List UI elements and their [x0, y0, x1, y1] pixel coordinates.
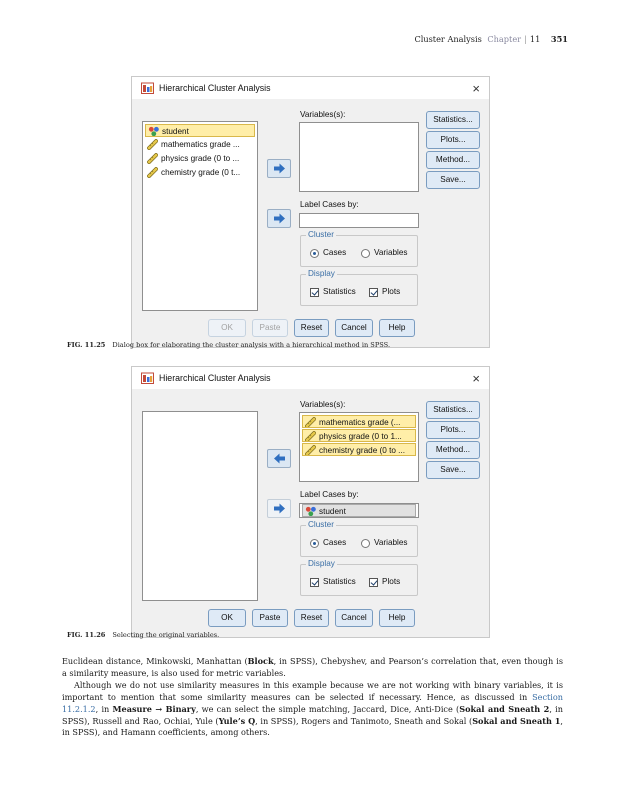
statistics-checkbox[interactable] [310, 288, 319, 297]
move-variables-button[interactable] [267, 449, 291, 468]
method-button[interactable]: Method... [426, 441, 480, 459]
source-variable-item[interactable] [145, 138, 255, 151]
display-group [300, 559, 418, 596]
paste-button[interactable]: Paste [252, 609, 288, 627]
spss-app-icon [141, 82, 154, 95]
statistics-button[interactable]: Statistics... [426, 401, 480, 419]
variables-list[interactable] [299, 412, 419, 482]
display-legend: Display [308, 269, 335, 278]
body-text [62, 656, 563, 739]
label-cases-field[interactable] [299, 213, 419, 228]
statistics-checkbox[interactable] [310, 578, 319, 587]
cases-radio[interactable] [310, 249, 319, 258]
variable-label: mathematics grade (... [319, 418, 401, 427]
selected-variable-item[interactable] [302, 429, 416, 442]
label-cases-field[interactable] [299, 503, 419, 518]
close-icon[interactable]: × [472, 81, 480, 96]
cancel-button[interactable]: Cancel [335, 609, 373, 627]
plots-check-label: Plots [382, 287, 401, 296]
statistics-button[interactable]: Statistics... [426, 111, 480, 129]
dialog-title: Hierarchical Cluster Analysis [159, 83, 271, 93]
save-button[interactable]: Save... [426, 461, 480, 479]
variable-label: chemistry grade (0 t... [161, 168, 241, 177]
cluster-group [300, 520, 418, 557]
variable-label: chemistry grade (0 to ... [319, 446, 406, 455]
ok-button[interactable]: OK [208, 609, 246, 627]
statistics-check-label: Statistics [323, 577, 356, 586]
cases-radio[interactable] [310, 539, 319, 548]
paragraph-1: Euclidean distance, Minkowski, Manhattan (Block, in SPSS), Chebyshev, and Pearson’s correlation that, even though is a similarity measure, is also used for metric variables. [62, 656, 563, 678]
reset-button[interactable]: Reset [294, 609, 329, 627]
caption-text: Selecting the original variables. [112, 631, 220, 639]
display-group [300, 269, 418, 306]
reset-button[interactable]: Reset [294, 319, 329, 337]
source-variable-list[interactable] [142, 411, 258, 601]
section-link[interactable]: Section 11.2.1.2 [62, 691, 563, 714]
caption-text: Dialog box for elaborating the cluster analysis with a hierarchical method in SPSS. [112, 341, 391, 349]
dialog-figure-11-26 [131, 366, 490, 638]
variables-list[interactable] [299, 122, 419, 192]
cluster-legend: Cluster [308, 520, 334, 529]
variables-radio[interactable] [361, 249, 370, 258]
variable-label: physics grade (0 to 1... [319, 432, 402, 441]
help-button[interactable]: Help [379, 609, 415, 627]
running-head: Cluster Analysis Chapter | 11 351 [414, 34, 568, 44]
variable-label: student [319, 507, 346, 516]
label-cases-label: Label Cases by: [300, 490, 359, 499]
label-cases-label: Label Cases by: [300, 200, 359, 209]
cases-radio-label: Cases [323, 538, 347, 547]
help-button[interactable]: Help [379, 319, 415, 337]
page-number: 351 [550, 34, 568, 44]
caption-number: FIG. 11.25 [67, 341, 106, 349]
running-head-title: Cluster Analysis [414, 34, 482, 44]
source-variable-list[interactable] [142, 121, 258, 311]
dialog-figure-11-25 [131, 76, 490, 348]
plots-checkbox[interactable] [369, 288, 378, 297]
cluster-legend: Cluster [308, 230, 334, 239]
variables-radio-label: Variables [374, 538, 408, 547]
source-variable-item[interactable] [145, 124, 255, 137]
dialog-titlebar [132, 367, 489, 389]
caption-number: FIG. 11.26 [67, 631, 106, 639]
ok-button[interactable]: OK [208, 319, 246, 337]
running-head-chapter-number: 11 [529, 34, 541, 44]
figure-caption-11-26 [67, 631, 219, 639]
label-case-item[interactable] [302, 504, 416, 517]
plots-check-label: Plots [382, 577, 401, 586]
running-head-chapter: Chapter [487, 34, 522, 44]
selected-variable-item[interactable] [302, 443, 416, 456]
move-variables-button[interactable] [267, 159, 291, 178]
source-variable-item[interactable] [145, 166, 255, 179]
variables-radio[interactable] [361, 539, 370, 548]
figure-caption-11-25 [67, 341, 390, 349]
plots-button[interactable]: Plots... [426, 421, 480, 439]
plots-button[interactable]: Plots... [426, 131, 480, 149]
variable-label: student [162, 127, 189, 136]
paragraph-2: Although we do not use similarity measures in this example because we are not working with binary variables, it is important to mention that some similarity measures can be selected if necessary. Hence, as discussed in Section 11.2.1.2, in Measure → Binary, we can select the simple matching, Jaccard, Dice, Anti-Dice (Sokal and Sneath 2, in SPSS), Russell and Rao, Ochiai, Yule (Yule’s Q, in SPSS), Rogers and Tanimoto, Sneath and Sokal (Sokal and Sneath 1, in SPSS), and Hamann coefficients, among others. [62, 679, 563, 738]
method-button[interactable]: Method... [426, 151, 480, 169]
paste-button[interactable]: Paste [252, 319, 288, 337]
cluster-group [300, 230, 418, 267]
selected-variable-item[interactable] [302, 415, 416, 428]
cancel-button[interactable]: Cancel [335, 319, 373, 337]
move-label-button[interactable] [267, 209, 291, 228]
dialog-title: Hierarchical Cluster Analysis [159, 373, 271, 383]
display-legend: Display [308, 559, 335, 568]
save-button[interactable]: Save... [426, 171, 480, 189]
plots-checkbox[interactable] [369, 578, 378, 587]
variables-label: Variables(s): [300, 400, 346, 409]
dialog-titlebar [132, 77, 489, 99]
close-icon[interactable]: × [472, 371, 480, 386]
variables-label: Variables(s): [300, 110, 346, 119]
cases-radio-label: Cases [323, 248, 347, 257]
variable-label: mathematics grade ... [161, 140, 240, 149]
source-variable-item[interactable] [145, 152, 255, 165]
spss-app-icon [141, 372, 154, 385]
variables-radio-label: Variables [374, 248, 408, 257]
variable-label: physics grade (0 to ... [161, 154, 240, 163]
statistics-check-label: Statistics [323, 287, 356, 296]
move-label-button[interactable] [267, 499, 291, 518]
